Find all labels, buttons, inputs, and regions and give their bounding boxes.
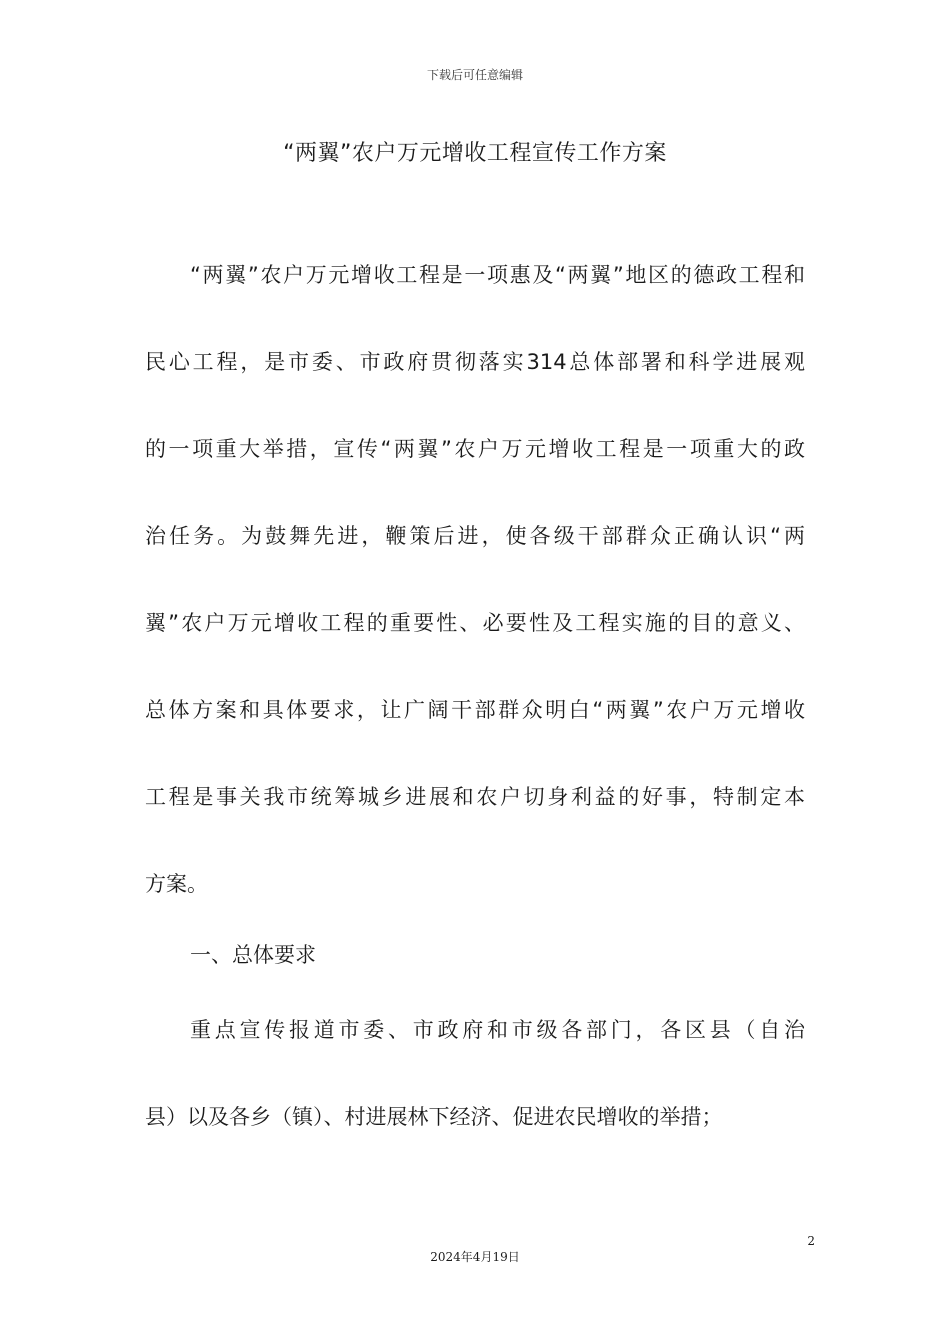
- paragraph-line-3: 的一项重大举措，宣传“两翼”农户万元增收工程是一项重大的政: [145, 437, 805, 461]
- paragraph-line-5: 翼”农户万元增收工程的重要性、必要性及工程实施的目的意义、: [145, 611, 805, 635]
- header-note: 下载后可任意编辑: [426, 68, 523, 82]
- paragraph-line-4: 治任务。为鼓舞先进，鞭策后进，使各级干部群众正确认识“两: [145, 524, 805, 548]
- paragraph-line-7: 工程是事关我市统筹城乡进展和农户切身利益的好事，特制定本: [145, 785, 805, 809]
- paragraph-line-2: 民心工程，是市委、市政府贯彻落实314总体部署和科学进展观: [145, 350, 805, 374]
- page-number: 2: [807, 1234, 815, 1248]
- footer-date: 2024年4月19日: [430, 1250, 520, 1264]
- paragraph-line-1: “两翼”农户万元增收工程是一项惠及“两翼”地区的德政工程和: [190, 263, 805, 287]
- paragraph-line-9: 重点宣传报道市委、市政府和市级各部门，各区县（自治: [190, 1018, 805, 1042]
- document-title: “两翼”农户万元增收工程宣传工作方案: [283, 141, 667, 166]
- paragraph-line-6: 总体方案和具体要求，让广阔干部群众明白“两翼”农户万元增收: [145, 698, 805, 722]
- paragraph-line-8: 方案。: [145, 872, 208, 896]
- section-heading: 一、总体要求: [190, 943, 316, 967]
- paragraph-line-10: 县）以及各乡（镇）、村进展林下经济、促进农民增收的举措；: [145, 1105, 723, 1129]
